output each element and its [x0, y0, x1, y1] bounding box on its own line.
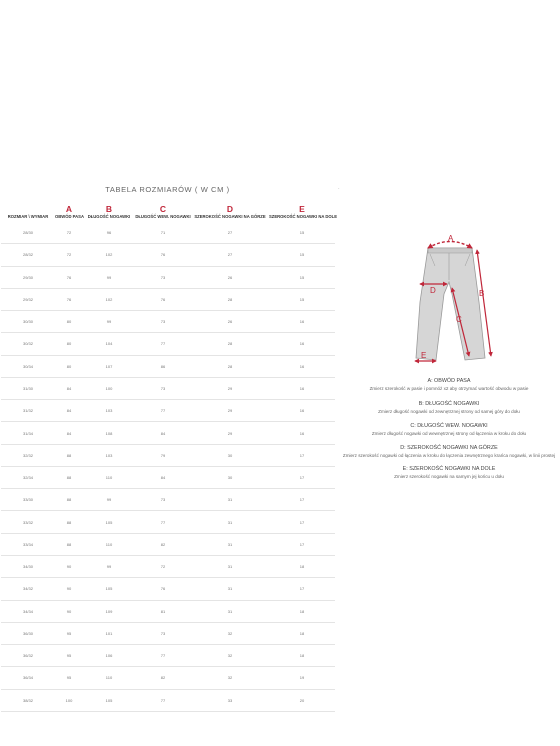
- table-row: [1, 266, 335, 288]
- table-cell: 88: [55, 533, 83, 555]
- table-cell: 95: [55, 667, 83, 689]
- table-cell: 19: [269, 667, 335, 689]
- table-cell: 34/32: [1, 578, 55, 600]
- table-cell: 28: [191, 288, 269, 310]
- table-cell: 16: [269, 333, 335, 355]
- table-cell: 90: [55, 600, 83, 622]
- label-e: E: [421, 351, 427, 360]
- table-row: [1, 311, 335, 333]
- table-cell: 81: [135, 600, 191, 622]
- table-cell: 34/30: [1, 555, 55, 577]
- label-d: D: [430, 286, 436, 295]
- table-row: [1, 511, 335, 533]
- table-cell: 18: [269, 645, 335, 667]
- table-cell: 31: [191, 489, 269, 511]
- table-cell: 29: [191, 377, 269, 399]
- table-cell: 28: [191, 355, 269, 377]
- table-cell: 30/32: [1, 333, 55, 355]
- table-cell: 103: [83, 400, 135, 422]
- size-chart-title: TABELA ROZMIARÓW ( W CM ): [105, 185, 230, 194]
- table-cell: 26: [191, 311, 269, 333]
- table-row: [1, 466, 335, 488]
- label-b: B: [479, 289, 485, 298]
- table-body: [1, 222, 335, 711]
- table-cell: 30: [191, 444, 269, 466]
- table-cell: 90: [55, 578, 83, 600]
- table-cell: 27: [191, 222, 269, 244]
- table-cell: 32: [191, 645, 269, 667]
- size-table: [1, 196, 338, 712]
- table-cell: 33/34: [1, 533, 55, 555]
- table-row: [1, 578, 335, 600]
- legend-a-heading: A: OBWÓD PASA: [427, 378, 471, 384]
- table-cell: 77: [135, 689, 191, 711]
- table-row: [1, 333, 335, 355]
- legend-b-heading: B: DŁUGOŚĆ NOGAWKI: [418, 401, 480, 407]
- table-cell: 18: [269, 622, 335, 644]
- table-cell: 32: [191, 622, 269, 644]
- table-cell: 36/34: [1, 667, 55, 689]
- header-size: ROZMIAR \ WYMIAR: [7, 214, 49, 219]
- table-cell: 102: [83, 288, 135, 310]
- table-cell: 15: [269, 288, 335, 310]
- table-cell: 100: [83, 377, 135, 399]
- table-cell: 17: [269, 466, 335, 488]
- label-c: C: [456, 315, 462, 324]
- table-cell: 80: [55, 355, 83, 377]
- table-cell: 29/32: [1, 288, 55, 310]
- table-row: [1, 555, 335, 577]
- table-header-row: [1, 196, 335, 222]
- label-a: A: [448, 234, 454, 243]
- table-cell: 30/34: [1, 355, 55, 377]
- table-cell: 31/32: [1, 400, 55, 422]
- table-cell: 34/34: [1, 600, 55, 622]
- table-cell: 77: [135, 511, 191, 533]
- table-cell: 79: [135, 444, 191, 466]
- table-cell: 16: [269, 355, 335, 377]
- table-cell: 20: [269, 689, 335, 711]
- table-cell: 31: [191, 511, 269, 533]
- decorative-dot: ·: [338, 186, 340, 192]
- waistband: [428, 248, 472, 253]
- table-row: [1, 667, 335, 689]
- table-cell: 76: [135, 244, 191, 266]
- table-cell: 31: [191, 578, 269, 600]
- table-cell: 76: [55, 266, 83, 288]
- table-cell: 105: [83, 578, 135, 600]
- table-cell: 30/30: [1, 311, 55, 333]
- table-row: [1, 288, 335, 310]
- table-cell: 84: [135, 422, 191, 444]
- table-cell: 95: [55, 622, 83, 644]
- table-row: [1, 355, 335, 377]
- table-cell: 80: [55, 311, 83, 333]
- table-cell: 33/32: [1, 511, 55, 533]
- table-cell: 105: [83, 689, 135, 711]
- legend-b: [338, 401, 560, 415]
- table-cell: 72: [55, 222, 83, 244]
- table-cell: 109: [83, 600, 135, 622]
- legend-e-heading: E: SZEROKOŚĆ NOGAWKI NA DOLE: [402, 466, 496, 472]
- table-cell: 28: [191, 333, 269, 355]
- pants-diagram: [395, 232, 515, 372]
- table-cell: 102: [83, 244, 135, 266]
- table-cell: 36/32: [1, 645, 55, 667]
- table-cell: 100: [55, 689, 83, 711]
- table-cell: 31: [191, 600, 269, 622]
- table-row: [1, 622, 335, 644]
- table-cell: 72: [135, 555, 191, 577]
- table-row: [1, 444, 335, 466]
- table-cell: 31: [191, 533, 269, 555]
- table-cell: 106: [83, 645, 135, 667]
- table-cell: 30: [191, 466, 269, 488]
- legend-a: [338, 378, 560, 392]
- table-cell: 32/34: [1, 466, 55, 488]
- table-row: [1, 377, 335, 399]
- table-cell: 29/30: [1, 266, 55, 288]
- table-cell: 82: [135, 533, 191, 555]
- table-cell: 33: [191, 689, 269, 711]
- table-cell: 90: [55, 555, 83, 577]
- legend-d: [338, 445, 560, 459]
- table-cell: 16: [269, 400, 335, 422]
- header-top-width: D SZEROKOŚĆ NOGAWKI NA GÓRZE: [194, 204, 266, 219]
- table-cell: 17: [269, 511, 335, 533]
- table-cell: 103: [83, 444, 135, 466]
- table-row: [1, 244, 335, 266]
- table-cell: 105: [83, 511, 135, 533]
- legend-c: [338, 423, 560, 437]
- table-row: [1, 689, 335, 711]
- table-cell: 73: [135, 622, 191, 644]
- table-cell: 17: [269, 533, 335, 555]
- table-cell: 15: [269, 266, 335, 288]
- legend-e-description: Zmierz szerokość nogawki na samym jej końcu u dołu: [394, 474, 504, 479]
- table-cell: 88: [55, 511, 83, 533]
- table-cell: 88: [55, 444, 83, 466]
- header-leg-length: B DŁUGOŚĆ NOGAWKI: [87, 204, 131, 219]
- table-cell: 84: [55, 422, 83, 444]
- table-row: [1, 222, 335, 244]
- pants-shape: [416, 248, 485, 360]
- table-cell: 15: [269, 244, 335, 266]
- table-cell: 77: [135, 645, 191, 667]
- table-cell: 36/30: [1, 622, 55, 644]
- table-row: [1, 489, 335, 511]
- table-cell: 84: [135, 466, 191, 488]
- header-waist: A OBWÓD PASA: [55, 204, 85, 219]
- table-row: [1, 422, 335, 444]
- legend-c-description: Zmierz długość nogawki od wewnętrznej strony od łączenia w kroku do dołu: [371, 431, 527, 436]
- legend-d-description: Zmierz szerokość nogawki od łączenia w kroku do łączenia zewnętrznego krańca nogawki, w linii prostej: [342, 453, 556, 458]
- table-row: [1, 600, 335, 622]
- table-cell: 95: [55, 645, 83, 667]
- table-cell: 31: [191, 555, 269, 577]
- table-cell: 26: [191, 266, 269, 288]
- table-cell: 80: [55, 333, 83, 355]
- table-cell: 28/30: [1, 222, 55, 244]
- table-cell: 28/32: [1, 244, 55, 266]
- table-row: [1, 400, 335, 422]
- legend-e: [338, 466, 560, 480]
- table-cell: 27: [191, 244, 269, 266]
- table-cell: 16: [269, 422, 335, 444]
- table-cell: 33/30: [1, 489, 55, 511]
- table-cell: 17: [269, 489, 335, 511]
- table-row: [1, 645, 335, 667]
- table-cell: 77: [135, 333, 191, 355]
- table-cell: 18: [269, 600, 335, 622]
- table-cell: 110: [83, 533, 135, 555]
- table-cell: 99: [83, 555, 135, 577]
- table-cell: 110: [83, 466, 135, 488]
- table-cell: 76: [135, 288, 191, 310]
- table-cell: 29: [191, 422, 269, 444]
- table-cell: 96: [83, 222, 135, 244]
- table-cell: 107: [83, 355, 135, 377]
- table-cell: 104: [83, 333, 135, 355]
- table-cell: 31/30: [1, 377, 55, 399]
- table-cell: 17: [269, 444, 335, 466]
- table-cell: 71: [135, 222, 191, 244]
- table-cell: 99: [83, 311, 135, 333]
- legend-c-heading: C: DŁUGOŚĆ WEW. NOGAWKI: [410, 423, 488, 429]
- table-cell: 82: [135, 667, 191, 689]
- table-cell: 29: [191, 400, 269, 422]
- table-cell: 76: [135, 578, 191, 600]
- table-cell: 99: [83, 489, 135, 511]
- table-cell: 73: [135, 311, 191, 333]
- table-cell: 31/34: [1, 422, 55, 444]
- table-cell: 110: [83, 667, 135, 689]
- table-cell: 84: [55, 377, 83, 399]
- legend-d-heading: D: SZEROKOŚĆ NOGAWKI NA GÓRZE: [400, 445, 498, 451]
- table-cell: 73: [135, 377, 191, 399]
- table-cell: 15: [269, 222, 335, 244]
- table-cell: 17: [269, 578, 335, 600]
- table-cell: 18: [269, 555, 335, 577]
- header-bottom-width: E SZEROKOŚĆ NOGAWKI NA DOLE: [269, 204, 338, 219]
- table-cell: 108: [83, 422, 135, 444]
- table-cell: 77: [135, 400, 191, 422]
- table-cell: 86: [135, 355, 191, 377]
- header-inseam: C DŁUGOŚĆ WEW. NOGAWKI: [135, 204, 191, 219]
- table-cell: 16: [269, 311, 335, 333]
- table-cell: 38/32: [1, 689, 55, 711]
- table-cell: 88: [55, 466, 83, 488]
- legend-a-description: Zmierz szerokość w pasie i pomnóż x2 aby otrzymać wartość obwodu w pasie: [369, 386, 529, 391]
- table-cell: 72: [55, 244, 83, 266]
- table-cell: 76: [55, 288, 83, 310]
- table-cell: 101: [83, 622, 135, 644]
- table-cell: 88: [55, 489, 83, 511]
- table-cell: 32: [191, 667, 269, 689]
- table-cell: 16: [269, 377, 335, 399]
- legend-b-description: Zmierz długość nogawki od zewnętrznej strony od samej góry do dołu: [378, 409, 520, 414]
- table-cell: 73: [135, 489, 191, 511]
- table-cell: 99: [83, 266, 135, 288]
- table-cell: 32/32: [1, 444, 55, 466]
- table-cell: 73: [135, 266, 191, 288]
- table-row: [1, 533, 335, 555]
- table-cell: 84: [55, 400, 83, 422]
